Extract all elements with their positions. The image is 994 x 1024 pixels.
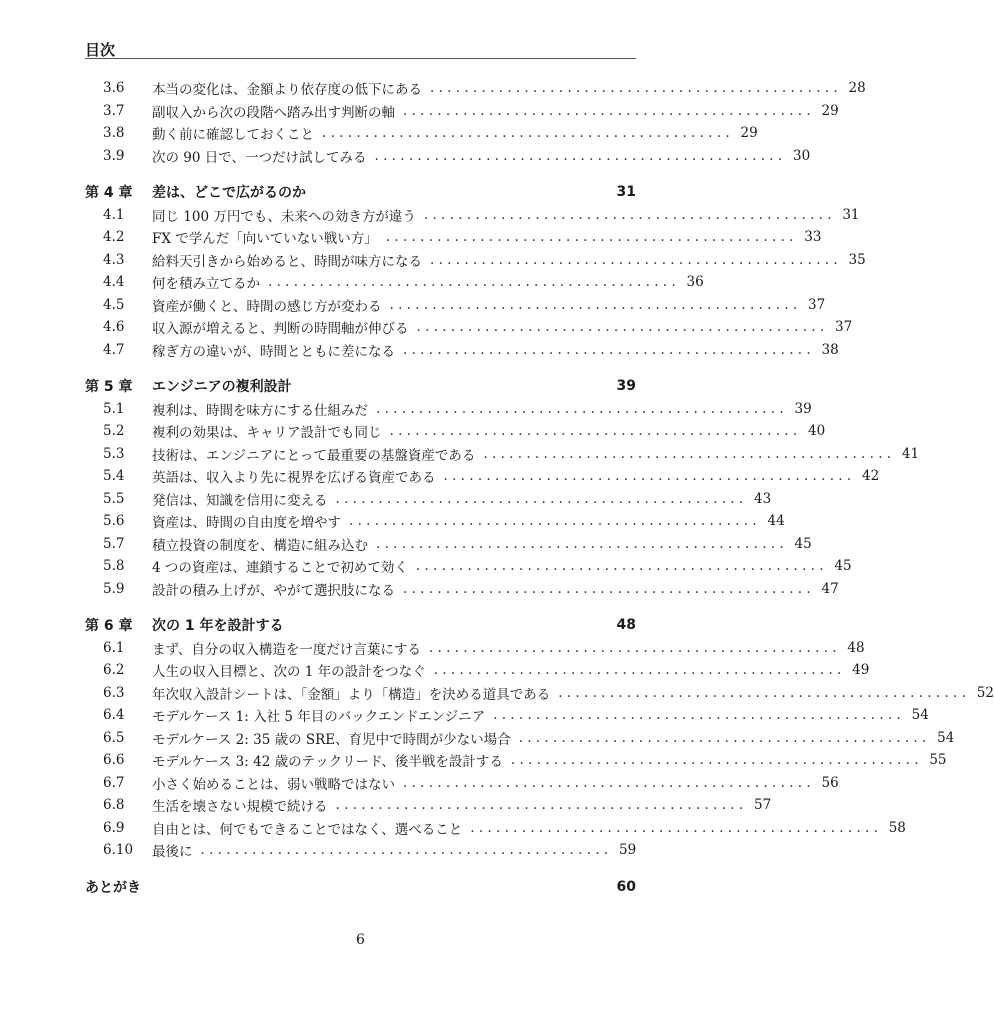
entry-title: 本当の変化は、金額より依存度の低下にある: [152, 82, 422, 99]
entry-number: 5.2: [103, 423, 125, 440]
entry-page: 45: [834, 558, 852, 575]
toc-section-entry[interactable]: [85, 77, 866, 100]
entry-page: 52: [976, 684, 994, 701]
entry-page: 55: [929, 752, 947, 769]
entry-title: 積立投資の制度を、構造に組み込む: [152, 537, 368, 554]
toc-section-entry[interactable]: [85, 659, 870, 682]
toc-section-entry[interactable]: [85, 749, 947, 772]
toc-section-entry[interactable]: [85, 839, 636, 862]
entry-title: 複利の効果は、キャリア設計でも同じ: [152, 425, 382, 442]
entry-page: 49: [852, 662, 870, 679]
toc-section-entry[interactable]: [85, 294, 826, 317]
entry-number: 6.2: [103, 662, 125, 679]
toc-section-entry[interactable]: [85, 533, 812, 556]
entry-page: 30: [792, 147, 811, 164]
entry-page: 56: [821, 774, 839, 791]
dot-leader: . . . . . . . . . . . . . . . . . . . . . . . . . . . . . . . . . . . . . . . . . . . . . . . .: [335, 490, 744, 507]
toc-section-entry[interactable]: [85, 682, 994, 705]
entry-number: 第 6 章: [85, 618, 133, 635]
entry-number: 5.9: [103, 580, 125, 597]
entry-title: まず、自分の収入構造を一度だけ言葉にする: [152, 641, 421, 658]
toc-section-entry[interactable]: [85, 420, 826, 443]
dot-leader: . . . . . . . . . . . . . . . . . . . . . . . . . . . . . . . . . . . . . . . . . . . . . . . .: [385, 229, 794, 246]
entry-page: 36: [686, 274, 704, 291]
entry-number: 6.6: [103, 752, 125, 769]
entry-number: 3.8: [103, 125, 125, 142]
entry-title: 資産は、時間の自由度を増やす: [152, 515, 341, 532]
entry-title: 収入源が増えると、判断の時間軸が伸びる: [152, 321, 409, 338]
entry-number: あとがき: [85, 879, 141, 896]
toc-section-entry[interactable]: [85, 510, 785, 533]
dot-leader: . . . . . . . . . . . . . . . . . . . . . . . . . . . . . . . . . . . . . . . . . . . . . . . .: [200, 842, 609, 859]
dot-leader: . . . . . . . . . . . . . . . . . . . . . . . . . . . . . . . . . . . . . . . . . . . . . . . .: [433, 662, 842, 679]
entry-title: モデルケース 1: 入社 5 年目のバックエンドエンジニア: [152, 709, 486, 726]
toc-section-entry[interactable]: [85, 817, 906, 840]
entry-page: 44: [767, 513, 785, 530]
entry-title: 何を積み立てるか: [152, 276, 260, 293]
entry-number: 6.8: [103, 797, 125, 814]
dot-leader: . . . . . . . . . . . . . . . . . . . . . . . . . . . . . . . . . . . . . . . . . . . . . . . .: [510, 752, 919, 769]
entry-page: 33: [804, 229, 822, 246]
entry-title: 複利は、時間を味方にする仕組みだ: [152, 402, 368, 419]
toc-chapter-entry[interactable]: [85, 375, 636, 398]
entry-title: モデルケース 2: 35 歳の SRE、育児中で時間が少ない場合: [152, 731, 511, 748]
entry-page: 41: [901, 445, 920, 462]
dot-leader: . . . . . . . . . . . . . . . . . . . . . . . . . . . . . . . . . . . . . . . . . . . . . . . .: [403, 341, 811, 358]
dot-leader: . . . . . . . . . . . . . . . . . . . . . . . . . . . . . . . . . . . . . . . . . . . . . . . .: [389, 423, 798, 440]
entry-title: 小さく始めることは、弱い戦略ではない: [152, 776, 395, 793]
dot-leader: . . . . . . . . . . . . . . . . . . . . . . . . . . . . . . . . . . . . . . . . . . . . . . . .: [430, 251, 838, 268]
dot-leader: . . . . . . . . . . . . . . . . . . . . . . . . . . . . . . . . . . . . . . . . . . . . . . . .: [403, 774, 811, 791]
dot-leader: . . . . . . . . . . . . . . . . . . . . . . . . . . . . . . . . . . . . . . . . . . . . . . . .: [349, 513, 757, 530]
page-number: 6: [356, 932, 365, 948]
entry-number: 3.9: [103, 147, 125, 164]
toc-section-entry[interactable]: [85, 100, 839, 123]
toc-section-entry[interactable]: [85, 637, 865, 660]
entry-number: 4.3: [103, 251, 125, 268]
dot-leader: . . . . . . . . . . . . . . . . . . . . . . . . . . . . . . . . . . . . . . . . . . . . . . . .: [376, 400, 784, 417]
dot-leader: . . . . . . . . . . . . . . . . . . . . . . . . . . . . . . . . . . . . . . . . . . . . . . . .: [443, 468, 852, 485]
entry-title: 生活を壊さない規模で続ける: [152, 799, 328, 816]
entry-title: 同じ 100 万円でも、未来への効き方が違う: [152, 208, 416, 225]
entry-page: 35: [848, 251, 866, 268]
entry-page: 54: [911, 707, 929, 724]
entry-page: 37: [834, 319, 853, 336]
dot-leader: . . . . . . . . . . . . . . . . . . . . . . . . . . . . . . . . . . . . . . . . . . . . . . . .: [428, 639, 837, 656]
entry-number: 5.7: [103, 535, 125, 552]
entry-page: 38: [821, 341, 839, 358]
entry-number: 4.7: [103, 341, 125, 358]
entry-number: 4.6: [103, 319, 125, 336]
dot-leader: . . . . . . . . . . . . . . . . . . . . . . . . . . . . . . . . . . . . . . . . . . . . . . . .: [403, 580, 811, 597]
dot-leader: . . . . . . . . . . . . . . . . . . . . . . . . . . . . . . . . . . . . . . . . . . . . . . . .: [268, 274, 676, 291]
toc-chapter-entry[interactable]: [85, 876, 636, 899]
toc-heading: 目次: [85, 41, 116, 59]
entry-title: FX で学んだ「向いていない戦い方」: [152, 231, 378, 248]
dot-leader: . . . . . . . . . . . . . . . . . . . . . . . . . . . . . . . . . . . . . . . . . . . . . . . .: [374, 147, 783, 164]
toc-section-entry[interactable]: [85, 727, 955, 750]
entry-title: 年次収入設計シートは、「金額」より「構造」を決める道具である: [152, 686, 551, 703]
entry-page: 37: [807, 296, 826, 313]
entry-title: 次の 90 日で、一つだけ試してみる: [152, 149, 367, 166]
toc-section-entry[interactable]: [85, 204, 860, 227]
entry-title: 給料天引きから始めると、時間が味方になる: [152, 253, 422, 270]
entry-number: 6.1: [103, 639, 125, 656]
entry-page: 42: [861, 468, 880, 485]
toc-section-entry[interactable]: [85, 226, 822, 249]
entry-number: 3.6: [103, 80, 125, 97]
entry-page: 60: [616, 878, 636, 895]
entry-page: 43: [753, 490, 772, 507]
entry-number: 6.10: [103, 842, 134, 859]
entry-page: 29: [740, 125, 758, 142]
entry-page: 47: [821, 580, 839, 597]
entry-page: 39: [616, 378, 636, 395]
dot-leader: . . . . . . . . . . . . . . . . . . . . . . . . . . . . . . . . . . . . . . . . . . . . . . . .: [376, 535, 784, 552]
entry-number: 第 5 章: [85, 379, 133, 396]
entry-page: 59: [618, 842, 637, 859]
toc-section-entry[interactable]: [85, 704, 929, 727]
entry-page: 40: [807, 423, 826, 440]
entry-title: 自由とは、何でもできることではなく、選べること: [152, 821, 463, 838]
dot-leader: . . . . . . . . . . . . . . . . . . . . . . . . . . . . . . . . . . . . . . . . . . . . . . . .: [335, 797, 744, 814]
entry-page: 58: [888, 819, 906, 836]
dot-leader: . . . . . . . . . . . . . . . . . . . . . . . . . . . . . . . . . . . . . . . . . . . . . . . .: [403, 102, 811, 119]
entry-page: 57: [753, 797, 772, 814]
toc-section-entry[interactable]: [85, 339, 839, 362]
dot-leader: . . . . . . . . . . . . . . . . . . . . . . . . . . . . . . . . . . . . . . . . . . . . . . . .: [518, 729, 927, 746]
entry-number: 5.3: [103, 445, 125, 462]
entry-title: 人生の収入目標と、次の 1 年の設計をつなぐ: [152, 664, 426, 681]
toc-header: [85, 40, 636, 59]
entry-title: 稼ぎ方の違いが、時間とともに差になる: [152, 343, 395, 360]
toc-section-entry[interactable]: [85, 772, 839, 795]
entry-title: 次の 1 年を設計する: [152, 618, 284, 635]
entry-page: 28: [848, 80, 866, 97]
toc-section-entry[interactable]: [85, 316, 853, 339]
entry-number: 4.1: [103, 206, 125, 223]
entry-number: 4.5: [103, 296, 125, 313]
entry-title: 資産が働くと、時間の感じ方が変わる: [152, 298, 382, 315]
entry-title: 動く前に確認しておくこと: [152, 127, 314, 144]
entry-number: 4.4: [103, 274, 125, 291]
entry-number: 6.7: [103, 774, 125, 791]
toc-section-entry[interactable]: [85, 271, 704, 294]
toc-chapter-entry[interactable]: [85, 614, 636, 637]
entry-number: 5.4: [103, 468, 125, 485]
entry-title: 差は、どこで広がるのか: [152, 185, 306, 202]
toc-chapter-entry[interactable]: [85, 181, 636, 204]
entry-number: 5.6: [103, 513, 125, 530]
entry-title: 最後に: [152, 844, 193, 861]
dot-leader: . . . . . . . . . . . . . . . . . . . . . . . . . . . . . . . . . . . . . . . . . . . . . . . .: [415, 558, 824, 575]
entry-title: 副収入から次の段階へ踏み出す判断の軸: [152, 104, 395, 121]
entry-title: 4 つの資産は、連鎖することで初めて効く: [152, 560, 408, 577]
entry-page: 48: [616, 617, 636, 634]
entry-page: 39: [794, 400, 812, 417]
toc-section-entry[interactable]: [85, 794, 772, 817]
entry-number: 6.9: [103, 819, 125, 836]
entry-page: 29: [821, 102, 839, 119]
entry-number: 6.4: [103, 707, 125, 724]
entry-number: 6.5: [103, 729, 125, 746]
entry-title: モデルケース 3: 42 歳のテックリード、後半戦を設計する: [152, 754, 503, 771]
dot-leader: . . . . . . . . . . . . . . . . . . . . . . . . . . . . . . . . . . . . . . . . . . . . . . . .: [389, 296, 798, 313]
toc-section-entry[interactable]: [85, 443, 920, 466]
dot-leader: . . . . . . . . . . . . . . . . . . . . . . . . . . . . . . . . . . . . . . . . . . . . . . . .: [322, 125, 730, 142]
dot-leader: . . . . . . . . . . . . . . . . . . . . . . . . . . . . . . . . . . . . . . . . . . . . . . . .: [493, 707, 901, 724]
entry-number: 第 4 章: [85, 185, 133, 202]
toc-section-entry[interactable]: [85, 398, 812, 421]
entry-number: 3.7: [103, 102, 125, 119]
toc-section-entry[interactable]: [85, 578, 839, 601]
dot-leader: . . . . . . . . . . . . . . . . . . . . . . . . . . . . . . . . . . . . . . . . . . . . . . . .: [470, 819, 878, 836]
entry-number: 6.3: [103, 684, 125, 701]
dot-leader: . . . . . . . . . . . . . . . . . . . . . . . . . . . . . . . . . . . . . . . . . . . . . . . .: [416, 319, 825, 336]
entry-page: 31: [616, 184, 636, 201]
toc-section-entry[interactable]: [85, 122, 758, 145]
dot-leader: . . . . . . . . . . . . . . . . . . . . . . . . . . . . . . . . . . . . . . . . . . . . . . . .: [558, 684, 966, 701]
toc-section-entry[interactable]: [85, 465, 880, 488]
entry-page: 45: [794, 535, 812, 552]
toc-section-entry[interactable]: [85, 249, 866, 272]
entry-number: 5.8: [103, 558, 125, 575]
dot-leader: . . . . . . . . . . . . . . . . . . . . . . . . . . . . . . . . . . . . . . . . . . . . . . . .: [423, 206, 832, 223]
entry-title: 設計の積み上げが、やがて選択肢になる: [152, 582, 395, 599]
dot-leader: . . . . . . . . . . . . . . . . . . . . . . . . . . . . . . . . . . . . . . . . . . . . . . . .: [430, 80, 838, 97]
toc-section-entry[interactable]: [85, 555, 852, 578]
entry-number: 4.2: [103, 229, 125, 246]
entry-title: 技術は、エンジニアにとって最重要の基盤資産である: [152, 447, 476, 464]
entry-title: 英語は、収入より先に視界を広げる資産である: [152, 470, 436, 487]
entry-page: 48: [847, 639, 865, 656]
entry-title: 発信は、知識を信用に変える: [152, 492, 328, 509]
entry-page: 31: [842, 206, 860, 223]
table-of-contents: [85, 77, 994, 898]
entry-page: 54: [937, 729, 955, 746]
toc-section-entry[interactable]: [85, 488, 772, 511]
entry-number: 5.5: [103, 490, 125, 507]
entry-number: 5.1: [103, 400, 125, 417]
dot-leader: . . . . . . . . . . . . . . . . . . . . . . . . . . . . . . . . . . . . . . . . . . . . . . . .: [483, 445, 892, 462]
toc-section-entry[interactable]: [85, 145, 811, 168]
entry-title: エンジニアの複利設計: [152, 379, 292, 396]
